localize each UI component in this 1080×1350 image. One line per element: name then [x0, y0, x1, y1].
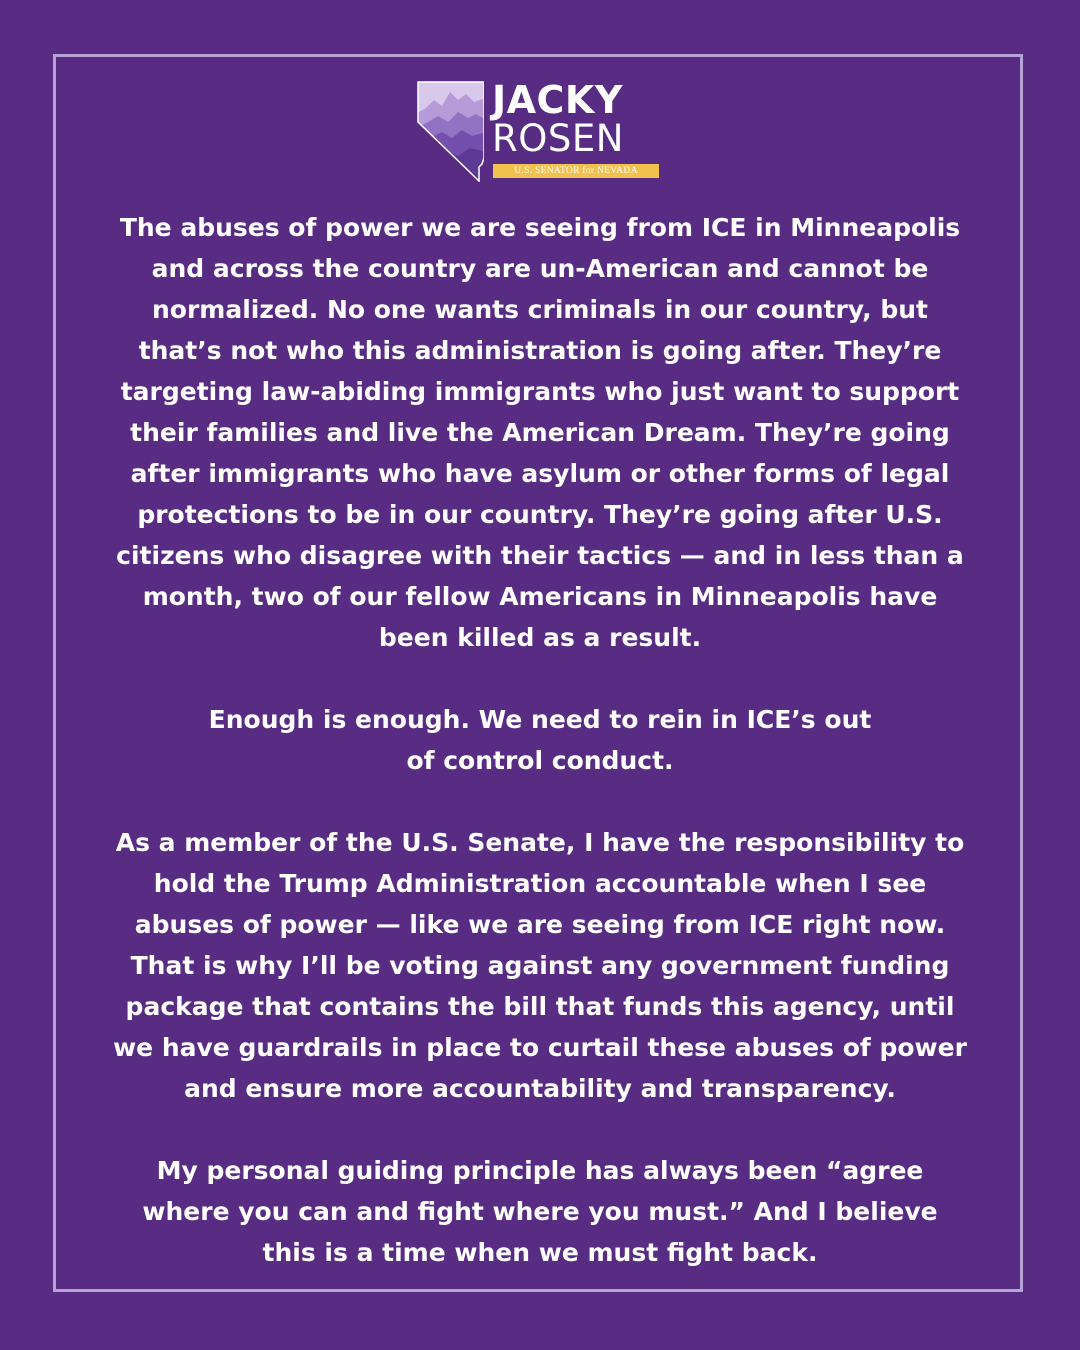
statement-line: month, two of our fellow Americans in Minneapolis have: [142, 582, 938, 611]
statement-line: As a member of the U.S. Senate, I have the responsibility to: [115, 828, 965, 857]
statement-line: citizens who disagree with their tactics — and in less than a: [116, 541, 964, 570]
statement-line: we have guardrails in place to curtail these abuses of power: [113, 1033, 967, 1062]
statement-line: after immigrants who have asylum or other forms of legal: [130, 459, 950, 488]
jacky-rosen-logo: [416, 80, 666, 184]
statement-line: abuses of power — like we are seeing from ICE right now.: [134, 910, 946, 939]
statement-line: been killed as a result.: [378, 623, 702, 652]
paragraph-gap: [70, 1109, 1010, 1150]
statement-line: hold the Trump Administration accountable when I see: [153, 869, 927, 898]
statement-line: package that contains the bill that funds this agency, until: [125, 992, 955, 1021]
logo-last-name: ROSEN: [492, 117, 624, 160]
statement-text: [70, 207, 1010, 1273]
paragraph-gap: [70, 658, 1010, 699]
statement-line: and across the country are un-American and cannot be: [151, 254, 929, 283]
statement-line: protections to be in our country. They’re going after U.S.: [137, 500, 943, 529]
statement-line: The abuses of power we are seeing from ICE in Minneapolis: [119, 213, 961, 242]
statement-line: My personal guiding principle has always been “agree: [156, 1156, 924, 1185]
statement-line: of control conduct.: [406, 746, 674, 775]
statement-line: and ensure more accountability and transparency.: [184, 1074, 896, 1103]
statement-line: their families and live the American Dream. They’re going: [130, 418, 950, 447]
statement-line: where you can and fight where you must.” And I believe: [142, 1197, 938, 1226]
statement-line: this is a time when we must fight back.: [262, 1238, 818, 1267]
nevada-state-mountains-icon: [416, 80, 484, 182]
logo-tagline: U.S. SENATOR for NEVADA: [493, 164, 659, 178]
logo-first-name: JACKY: [492, 78, 623, 122]
statement-line: That is why I’ll be voting against any government funding: [130, 951, 950, 980]
statement-line: normalized. No one wants criminals in our country, but: [151, 295, 928, 324]
statement-line: Enough is enough. We need to rein in ICE’s out: [208, 705, 872, 734]
paragraph-gap: [70, 781, 1010, 822]
statement-line: that’s not who this administration is going after. They’re: [138, 336, 942, 365]
statement-line: targeting law-abiding immigrants who just want to support: [120, 377, 960, 406]
